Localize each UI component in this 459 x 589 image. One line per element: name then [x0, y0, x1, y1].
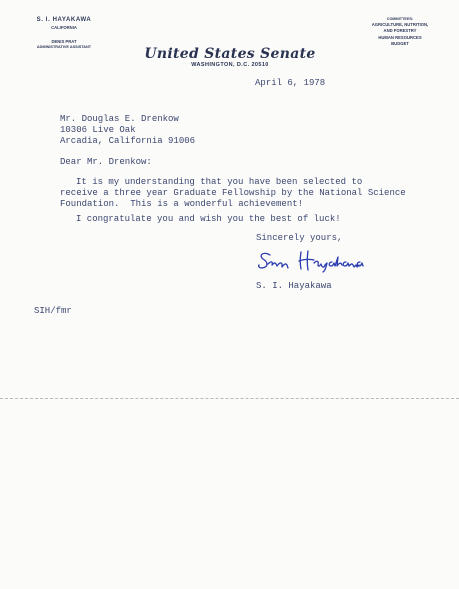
senator-name: S. I. HAYAKAWA — [36, 17, 92, 23]
committees-label: COMMITTEES: — [386, 17, 414, 21]
letterhead-committees-block — [352, 17, 448, 46]
letter-date: April 6, 1978 — [255, 78, 326, 88]
committee-agriculture-line2: AND FORESTRY — [383, 28, 417, 33]
senator-state: CALIFORNIA — [51, 25, 77, 30]
staff-title: ADMINISTRATIVE ASSISTANT — [36, 45, 92, 49]
letterhead-title: United States Senate — [144, 46, 316, 62]
staff-name: DENIS PRAT — [51, 39, 77, 44]
committee-human-resources: HUMAN RESOURCES — [378, 35, 422, 40]
body-line-2: receive a three year Graduate Fellowship by the National Science — [60, 188, 406, 198]
handwritten-signature — [256, 246, 396, 276]
body-paragraph-2: I congratulate you and wish you the best of luck! — [76, 214, 341, 224]
recipient-city: Arcadia, California 91006 — [60, 136, 196, 146]
paper-fold-line — [0, 398, 459, 399]
body-line-1: It is my understanding that you have been selected to — [76, 177, 363, 187]
body-line-3: Foundation. This is a wonderful achievement! — [60, 199, 304, 209]
recipient-name: Mr. Douglas E. Drenkow — [60, 114, 179, 124]
letterhead-senator-block — [18, 17, 110, 49]
letterhead-address: WASHINGTON, D.C. 20510 — [191, 62, 269, 68]
typed-name: S. I. Hayakawa — [256, 281, 332, 291]
salutation: Dear Mr. Drenkow: — [60, 157, 152, 167]
closing: Sincerely yours, — [256, 233, 343, 243]
reference-initials: SIH/fmr — [34, 306, 72, 316]
recipient-street: 10306 Live Oak — [60, 125, 136, 135]
committee-agriculture-line1: AGRICULTURE, NUTRITION, — [371, 22, 429, 27]
committee-budget: BUDGET — [391, 41, 409, 46]
